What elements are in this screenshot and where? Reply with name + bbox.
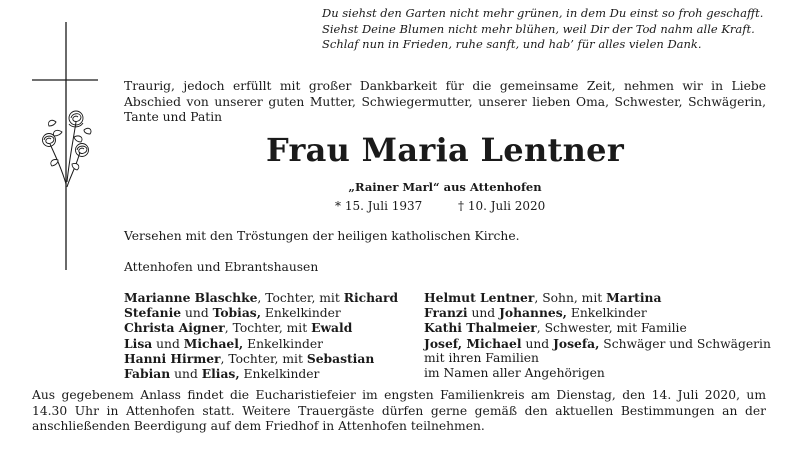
mourner-relation: Enkelkinder <box>243 336 324 351</box>
mourner-name: Ewald <box>311 320 353 336</box>
mourner-line <box>124 351 398 366</box>
mourner-line <box>424 290 771 305</box>
mourner-relation: und <box>521 336 554 351</box>
mourner-line <box>124 305 398 320</box>
mourner-line <box>424 351 771 366</box>
mourner-name: Josef, Michael <box>424 335 522 351</box>
mourner-name: Sebastian <box>306 350 375 366</box>
mourner-name: Fabian <box>124 365 171 381</box>
birth-date: * 15. Juli 1937 <box>335 199 423 213</box>
mourner-name: Richard <box>343 290 399 305</box>
mourner-name: Christa Aigner <box>124 320 225 336</box>
mourner-name: Marianne Blaschke <box>124 290 258 305</box>
mourner-name: Johannes, <box>499 305 567 321</box>
mourner-name: Franzi <box>424 305 468 321</box>
mourner-name: Hanni Hirmer <box>124 350 221 366</box>
mourner-name: Michael, <box>183 335 244 351</box>
mourner-line <box>124 320 398 335</box>
mourner-relation: im Namen aller Angehörigen <box>424 365 605 380</box>
life-dates <box>124 199 766 215</box>
mourner-relation: , Tochter, mit <box>257 291 344 305</box>
intro-text: Traurig, jedoch erfüllt mit großer Dankbarkeit für die gemeinsame Zeit, nehmen wir in Liebe Abschied von unserer guten Mutter, Schwiegermutter, unserer lieben Oma, Schwester, Schwägerin, Tante und Patin <box>124 79 766 124</box>
mourner-line <box>424 336 771 351</box>
mourner-line <box>424 366 771 381</box>
funeral-notice: Aus gegebenem Anlass findet die Eucharistiefeier im engsten Familienkreis am Dienstag, den 14. Juli 2020, um 14.30 Uhr in Attenhofen statt. Weitere Trauergäste dürfen gerne gemäß den aktuellen Bestimmungen an der anschließenden Beerdigung auf dem Friedhof in Attenhofen teilnehmen. <box>32 388 766 433</box>
mourner-relation: und <box>170 366 202 381</box>
mourner-name: Lisa <box>124 335 153 351</box>
poem-line: Siehst Deine Blumen nicht mehr blühen, weil Dir der Tod nahm alle Kraft. <box>322 21 755 36</box>
mourner-name: Martina <box>606 290 662 305</box>
poem-line: Du siehst den Garten nicht mehr grünen, in dem Du einst so froh geschafft. <box>322 6 764 20</box>
mourners-right-column <box>424 290 771 381</box>
mourner-relation: Enkelkinder <box>566 306 647 321</box>
mourner-name: Kathi Thalmeier <box>424 320 537 336</box>
mourner-name: Helmut Lentner <box>424 290 535 305</box>
mourner-line <box>424 305 771 320</box>
sacraments-text: Versehen mit den Tröstungen der heiligen katholischen Kirche. <box>124 229 520 243</box>
mourner-relation: mit ihren Familien <box>424 350 539 365</box>
mourner-relation: und <box>181 306 213 321</box>
mourner-relation: Enkelkinder <box>261 306 341 321</box>
mourner-name: Stefanie <box>124 305 182 321</box>
mourner-relation: Enkelkinder <box>239 366 320 381</box>
mourner-name: Josefa, <box>553 335 600 351</box>
deceased-nickname: „Rainer Marl“ aus Attenhofen <box>348 180 542 194</box>
poem-verse <box>322 6 772 53</box>
mourner-line <box>124 336 398 351</box>
mourner-relation: und <box>152 336 184 351</box>
mourner-relation: , Tochter, mit <box>220 351 307 366</box>
mourner-relation: , Schwester, mit Familie <box>536 321 687 336</box>
mourner-name: Tobias, <box>212 305 261 321</box>
mourner-line <box>124 366 398 381</box>
mourner-relation: , Tochter, mit <box>224 321 312 336</box>
deceased-name: Frau Maria Lentner <box>266 131 624 169</box>
poem-line: Schlaf nun in Frieden, ruhe sanft, und hab’ für alles vielen Dank. <box>322 37 702 51</box>
cross-with-roses-icon <box>32 22 98 270</box>
death-date: † 10. Juli 2020 <box>458 199 546 213</box>
mourner-relation: , Sohn, mit <box>534 291 607 305</box>
mourner-relation: und <box>467 306 500 321</box>
mourners-left-column <box>124 290 398 381</box>
places-text: Attenhofen und Ebrantshausen <box>124 260 319 274</box>
mourner-name: Elias, <box>201 365 240 381</box>
mourner-line <box>424 320 771 335</box>
mourner-line <box>124 290 398 305</box>
mourner-relation: Schwäger und Schwägerin <box>599 336 771 351</box>
